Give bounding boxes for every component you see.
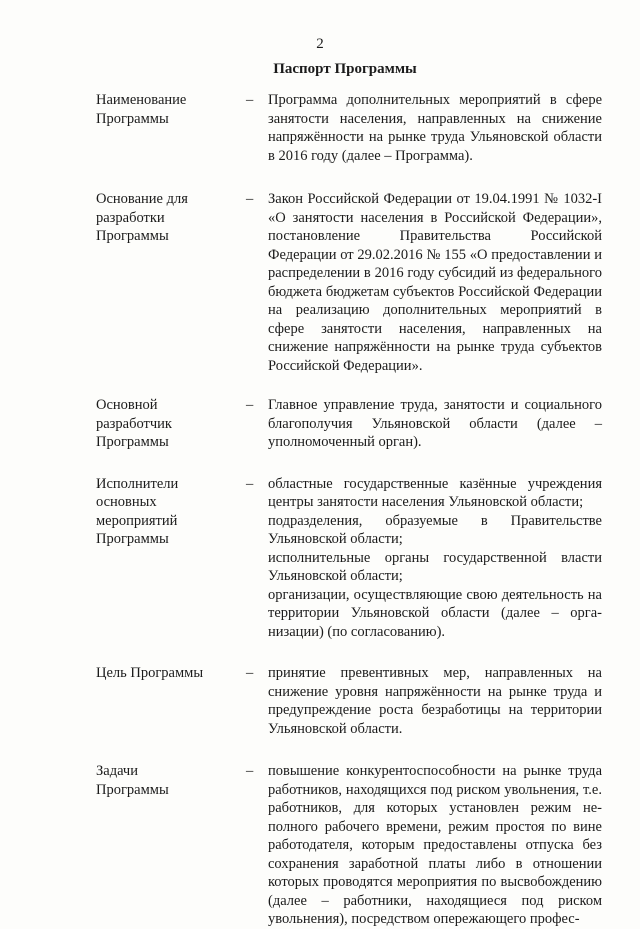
row-description [268,664,602,738]
passport-row-tasks [0,762,640,929]
row-dash: – [246,397,254,413]
row-description [268,762,602,929]
passport-row-executors [0,475,640,642]
description-paragraph: Главное управление труда, занятости и социального благополучия Ульяновской области (далее – уполномоченный орган). [268,397,602,450]
passport-row-developer [0,396,640,452]
row-term: Цель Программы [96,665,204,681]
description-paragraph: областные государственные казённые учреждения центры занятости населения Ульяновской области; [268,475,602,510]
description-paragraph: организации, осуществляющие свою деятельность на территории Ульяновской области (далее – организации) (по согласованию). [268,586,602,640]
description-paragraph: повышение конкурентоспособности на рынке труда работников, находящихся под риском увольнения, т.е. работников, для которых установлен режим неполного рабочего времени, режим простоя по вине работодателя, которым предоставлены отпуска без сохранения заработной платы либо в отношении которых проводятся мероприятия по высвобождению (далее – работники, находящиеся под риском увольнения), посредством опережающего профес- [268,763,602,927]
page-title: Паспорт Программы [273,61,417,77]
row-description [268,396,602,452]
description-paragraph: принятие превентивных мер, направленных на снижение уровня напряжённости на рынке труда и предупреждение роста безработицы на территории Ульяновской области. [268,665,602,737]
passport-row-goal [0,664,640,738]
row-dash: – [246,92,254,108]
page-number: 2 [316,36,324,52]
row-term: Основание для разработки Программы [96,191,188,244]
row-dash: – [246,475,254,492]
description-paragraph: подразделения, образуемые в Правительстве Ульяновской области; [268,512,602,547]
row-term: Исполнители основных мероприятий Программы [96,475,179,547]
passport-row-name [0,91,640,165]
description-paragraph: Программа дополнительных мероприятий в сфере занятости населения, направленных на снижение напряжённости на рынке труда Ульяновской области в 2016 году (далее – Программа). [268,92,602,164]
row-description [268,91,602,165]
row-description [268,190,602,375]
passport-row-basis [0,190,640,375]
row-description [268,475,602,642]
row-dash: – [246,763,254,779]
row-term: Наименование Программы [96,92,187,127]
description-paragraph: исполнительные органы государственной власти Ульяновской области; [268,549,602,584]
row-term: Задачи Программы [96,763,169,798]
row-dash: – [246,191,254,207]
passport-table [0,91,640,929]
description-paragraph: Закон Российской Федерации от 19.04.1991 № 1032-I «О занятости населения в Российской Федерации», постановление Правительства Российской Федерации от 29.02.2016 № 155 «О предоставлении и распределении в 2016 году субсидий из федерального бюджета бюджетам субъектов Российской Федерации на реализацию дополнительных мероприятий в сфере занятости населения, направленных на снижение напряжённости на рынке труда субъектов Российской Федерации». [268,191,602,374]
row-dash: – [246,665,254,681]
row-term: Основной разработчик Программы [96,397,172,450]
